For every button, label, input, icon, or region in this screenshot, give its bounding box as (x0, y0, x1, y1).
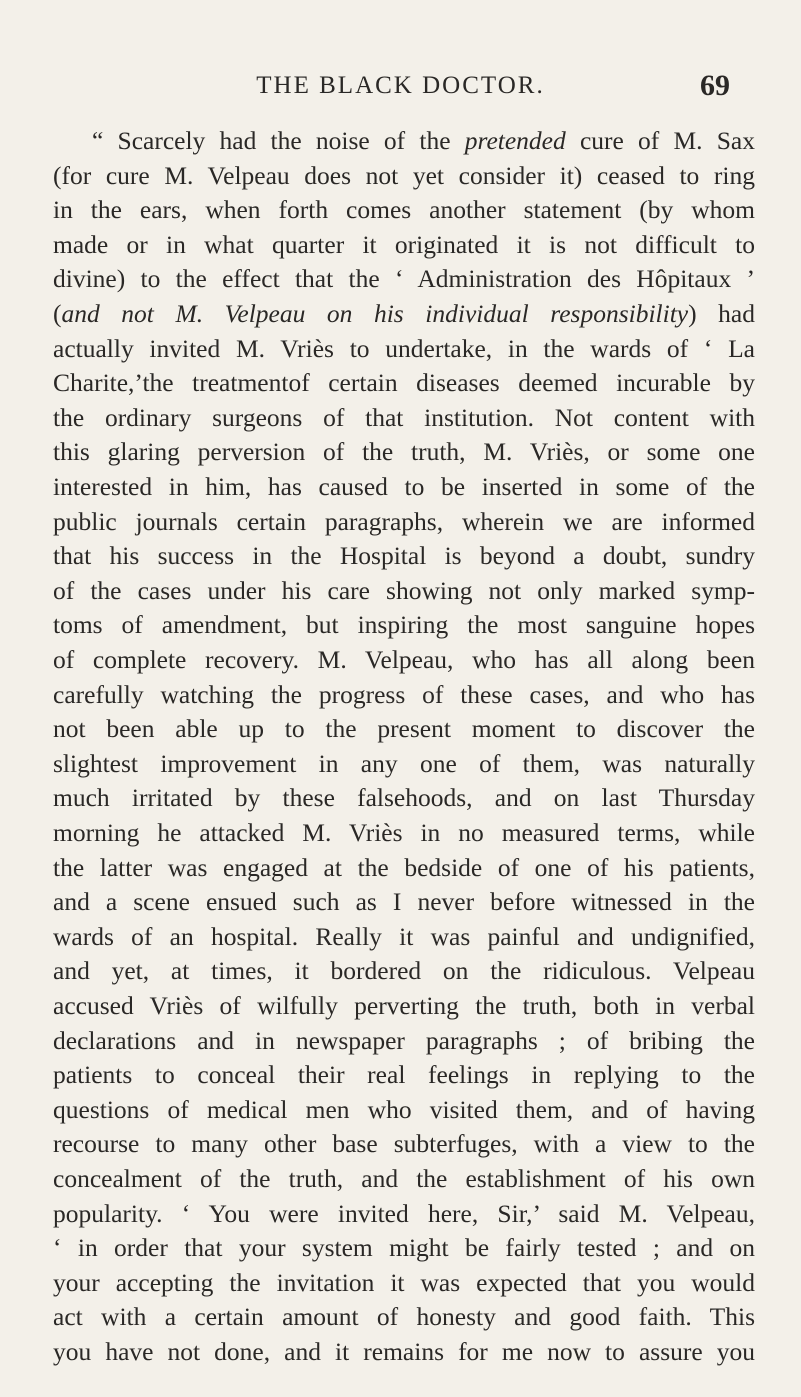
text-line (53, 262, 755, 296)
text-segment: of complete recovery. M. Velpeau, who has all along been (53, 645, 755, 674)
text-segment: and yet, at times, it bordered on the ridiculous. Velpeau (53, 956, 755, 986)
text-segment: recourse to many other base subterfuges, with a view to the (53, 1129, 755, 1159)
text-segment: and a scene ensued such as I never before witnessed in the (53, 887, 755, 917)
text-line (53, 781, 755, 815)
text-line (53, 885, 755, 919)
text-line (53, 1024, 755, 1058)
text-line (53, 435, 755, 469)
text-segment: declarations and in newspaper paragraphs ; of bribing the (53, 1025, 755, 1055)
text-segment: public journals certain paragraphs, wherein we are informed (53, 506, 755, 536)
text-line (53, 505, 755, 539)
text-line (92, 124, 755, 158)
text-line (53, 1300, 755, 1334)
text-segment: much irritated by these falsehoods, and on last Thursday (53, 783, 755, 813)
text-segment: ( (53, 299, 62, 328)
text-line (53, 159, 755, 193)
text-line (53, 608, 755, 642)
text-segment: that his success in the Hospital is beyond a doubt, sundry (53, 541, 755, 571)
text-segment: ‘ in order that your system might be fairly tested ; and on (53, 1233, 755, 1263)
text-line (53, 297, 755, 331)
text-line (53, 1162, 755, 1196)
text-line (53, 1231, 755, 1265)
text-segment: you have not done, and it remains for me now to assure you (53, 1337, 755, 1366)
text-segment: the latter was engaged at the bedside of one of his patients, (53, 852, 755, 882)
text-line (53, 1058, 755, 1092)
italic-text-segment: and not M. Velpeau on his individual responsibility (61, 299, 689, 328)
text-segment: toms of amendment, but inspiring the most sanguine hopes (53, 610, 755, 640)
page-number: 69 (700, 69, 730, 102)
text-segment: concealment of the truth, and the establishment of his own (53, 1164, 755, 1193)
text-line (53, 920, 755, 954)
text-line (53, 228, 755, 262)
text-line (53, 747, 755, 781)
text-line (53, 539, 755, 573)
text-line (53, 712, 755, 746)
text-segment: not been able up to the present moment to discover the (53, 714, 755, 744)
text-segment: act with a certain amount of honesty and good faith. This (53, 1302, 755, 1332)
text-line (53, 816, 755, 850)
text-segment: the ordinary surgeons of that institution. Not content with (53, 402, 755, 432)
text-segment: carefully watching the progress of these cases, and who has (53, 679, 755, 709)
text-segment: questions of medical men who visited them, and of having (53, 1094, 755, 1124)
text-line (53, 1093, 755, 1127)
text-line (53, 401, 755, 435)
text-segment: interested in him, has caused to be inserted in some of the (53, 472, 755, 501)
text-segment: popularity. ‘ You were invited here, Sir,’ said M. Velpeau, (53, 1198, 755, 1228)
text-line (53, 1127, 755, 1161)
text-line (53, 989, 755, 1023)
page-header (0, 62, 801, 102)
text-segment: cure of M. Sax (565, 126, 756, 155)
text-segment: slightest improvement in any one of them, was naturally (53, 748, 755, 778)
text-line (53, 643, 755, 677)
text-segment: divine) to the effect that the ‘ Administration des Hôpitaux ’ (53, 264, 755, 294)
text-line (53, 851, 755, 885)
text-segment: in the ears, when forth comes another statement (by whom (53, 195, 755, 225)
running-head: THE BLACK DOCTOR. (256, 72, 545, 99)
text-line (53, 470, 755, 504)
text-line (53, 332, 755, 366)
text-segment: (for cure M. Velpeau does not yet consider it) ceased to ring (53, 160, 755, 190)
text-segment: of the cases under his care showing not only marked symp- (53, 575, 755, 605)
text-segment: morning he attacked M. Vriès in no measured terms, while (53, 818, 755, 847)
text-segment: this glaring perversion of the truth, M. Vriès, or some one (53, 437, 755, 467)
text-segment: made or in what quarter it originated it is not difficult to (53, 229, 755, 259)
text-segment: “ Scarcely had the noise of the (92, 126, 465, 155)
text-line (53, 1266, 755, 1300)
text-segment: actually invited M. Vriès to undertake, in the wards of ‘ La (53, 333, 755, 363)
text-segment: Charite,’the treatmentof certain diseases deemed incurable by (53, 368, 755, 398)
text-segment: ) had (688, 299, 755, 328)
text-line (53, 678, 755, 712)
text-segment: wards of an hospital. Really it was painful and undignified, (53, 921, 755, 951)
text-line (53, 1335, 755, 1369)
text-segment: your accepting the invitation it was expected that you would (53, 1267, 755, 1297)
text-line (53, 574, 755, 608)
text-line (53, 193, 755, 227)
text-segment: patients to conceal their real feelings in replying to the (53, 1060, 755, 1090)
italic-text-segment: pretended (464, 126, 566, 155)
text-line (53, 954, 755, 988)
text-line (53, 366, 755, 400)
text-segment: accused Vriès of wilfully perverting the truth, both in verbal (53, 991, 755, 1020)
text-line (53, 1197, 755, 1231)
